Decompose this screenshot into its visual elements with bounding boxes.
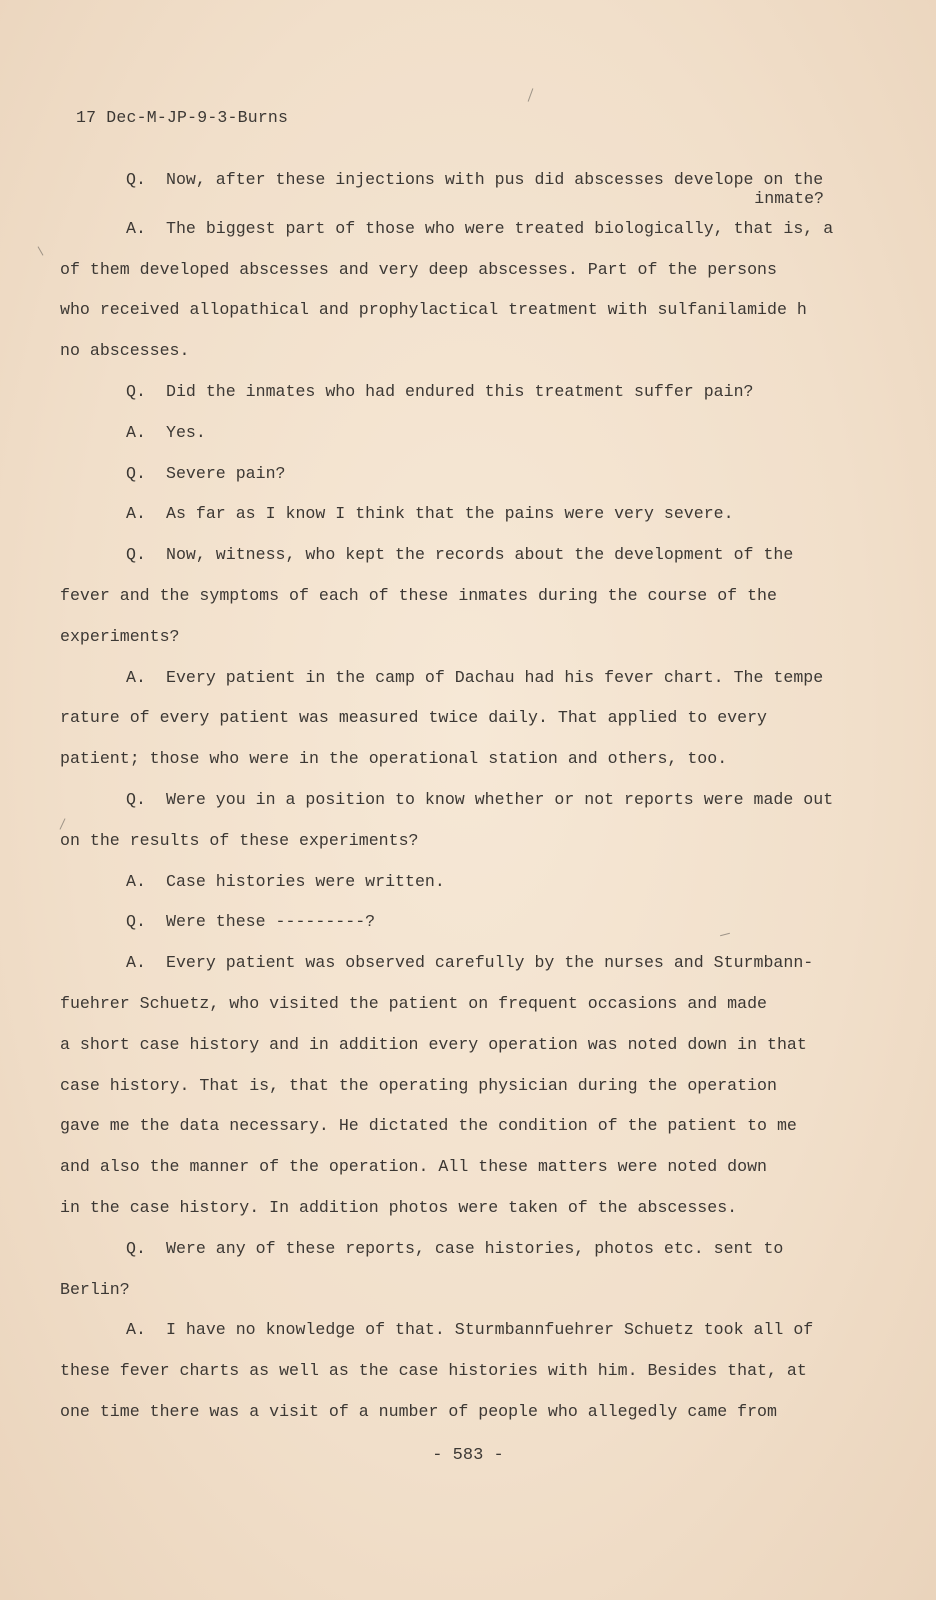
text-line <box>60 617 910 658</box>
line-text: one time there was a visit of a number of people who allegedly came from <box>60 1401 777 1421</box>
text-line <box>60 1025 910 1066</box>
line-text: Now, witness, who kept the records about the development of the <box>166 545 794 565</box>
question-label: Q. <box>126 381 146 401</box>
answer-label: A. <box>126 667 146 687</box>
text-line <box>60 902 910 943</box>
text-line <box>60 1392 910 1433</box>
line-text: Were any of these reports, case histories, photos etc. sent to <box>166 1238 784 1258</box>
text-line <box>60 658 910 699</box>
line-text: Case histories were written. <box>166 871 445 891</box>
text-line <box>60 698 910 739</box>
question-label: Q. <box>126 789 146 809</box>
question-label: Q. <box>126 170 146 189</box>
line-text: no abscesses. <box>60 341 190 361</box>
text-line <box>60 290 910 331</box>
line-text: who received allopathical and prophylactical treatment with sulfanilamide h <box>60 300 807 320</box>
line-text: Yes. <box>166 422 206 442</box>
line-text: gave me the data necessary. He dictated the condition of the patient to me <box>60 1116 797 1136</box>
text-line <box>60 821 910 862</box>
text-line <box>60 331 910 372</box>
line-text: of them developed abscesses and very deep abscesses. Part of the persons <box>60 259 777 279</box>
line-text: I have no knowledge of that. Sturmbannfuehrer Schuetz took all of <box>166 1320 814 1340</box>
answer-label: A. <box>126 504 146 524</box>
line-text: in the case history. In addition photos were taken of the abscesses. <box>60 1197 738 1217</box>
line-text: fuehrer Schuetz, who visited the patient on frequent occasions and made <box>60 993 768 1013</box>
text-line <box>60 1188 910 1229</box>
page-number: - 583 - <box>432 1446 504 1465</box>
document-body <box>60 160 910 1433</box>
stray-mark <box>38 246 44 255</box>
line-text: Every patient in the camp of Dachau had his fever chart. The tempe <box>166 667 824 687</box>
line-text: The biggest part of those who were treated biologically, that is, a <box>166 218 834 238</box>
line-text: patient; those who were in the operational station and others, too. <box>60 749 728 769</box>
text-line <box>60 1229 910 1270</box>
text-line <box>60 1270 910 1311</box>
answer-label: A. <box>126 218 146 238</box>
line-text: fever and the symptoms of each of these inmates during the course of the <box>60 585 777 605</box>
line-text: experiments? <box>60 626 180 646</box>
text-line <box>60 413 910 454</box>
text-line <box>60 1147 910 1188</box>
text-line <box>60 862 910 903</box>
text-line <box>60 535 910 576</box>
text-line <box>60 250 910 291</box>
question-label: Q. <box>126 463 146 483</box>
answer-label: A. <box>126 422 146 442</box>
text-line <box>60 780 910 821</box>
line-text: case history. That is, that the operating physician during the operation <box>60 1075 777 1095</box>
text-line <box>60 494 910 535</box>
stray-mark <box>528 88 534 101</box>
text-line <box>60 984 910 1025</box>
text-line <box>60 576 910 617</box>
line-text: Were these ---------? <box>166 912 376 932</box>
line-text: Severe pain? <box>166 463 286 483</box>
text-line <box>60 1351 910 1392</box>
text-line <box>60 372 910 413</box>
line-text: Did the inmates who had endured this treatment suffer pain? <box>166 381 754 401</box>
text-line <box>60 1310 910 1351</box>
line-text: inmate? <box>754 188 824 208</box>
line-text: on the results of these experiments? <box>60 830 419 850</box>
answer-label: A. <box>126 953 146 973</box>
line-text: a short case history and in addition every operation was noted down in that <box>60 1034 807 1054</box>
text-line <box>60 1106 910 1147</box>
question-label: Q. <box>126 1238 146 1258</box>
question-label: Q. <box>126 545 146 565</box>
line-text: rature of every patient was measured twice daily. That applied to every <box>60 708 768 728</box>
question-label: Q. <box>126 912 146 932</box>
line-text: Every patient was observed carefully by the nurses and Sturmbann- <box>166 953 814 973</box>
line-text: Were you in a position to know whether or not reports were made out <box>166 789 834 809</box>
line-text: Now, after these injections with pus did abscesses develope on the <box>166 170 824 189</box>
text-line <box>60 454 910 495</box>
line-text: these fever charts as well as the case histories with him. Besides that, at <box>60 1361 807 1381</box>
line-text: Berlin? <box>60 1279 130 1299</box>
answer-label: A. <box>126 1320 146 1340</box>
text-line <box>60 739 910 780</box>
line-text: and also the manner of the operation. All these matters were noted down <box>60 1157 768 1177</box>
line-text: As far as I know I think that the pains were very severe. <box>166 504 734 524</box>
text-line <box>60 1066 910 1107</box>
answer-label: A. <box>126 871 146 891</box>
document-header: 17 Dec-M-JP-9-3-Burns <box>76 108 289 127</box>
text-line <box>60 943 910 984</box>
text-line <box>60 189 910 209</box>
text-line <box>60 209 910 250</box>
